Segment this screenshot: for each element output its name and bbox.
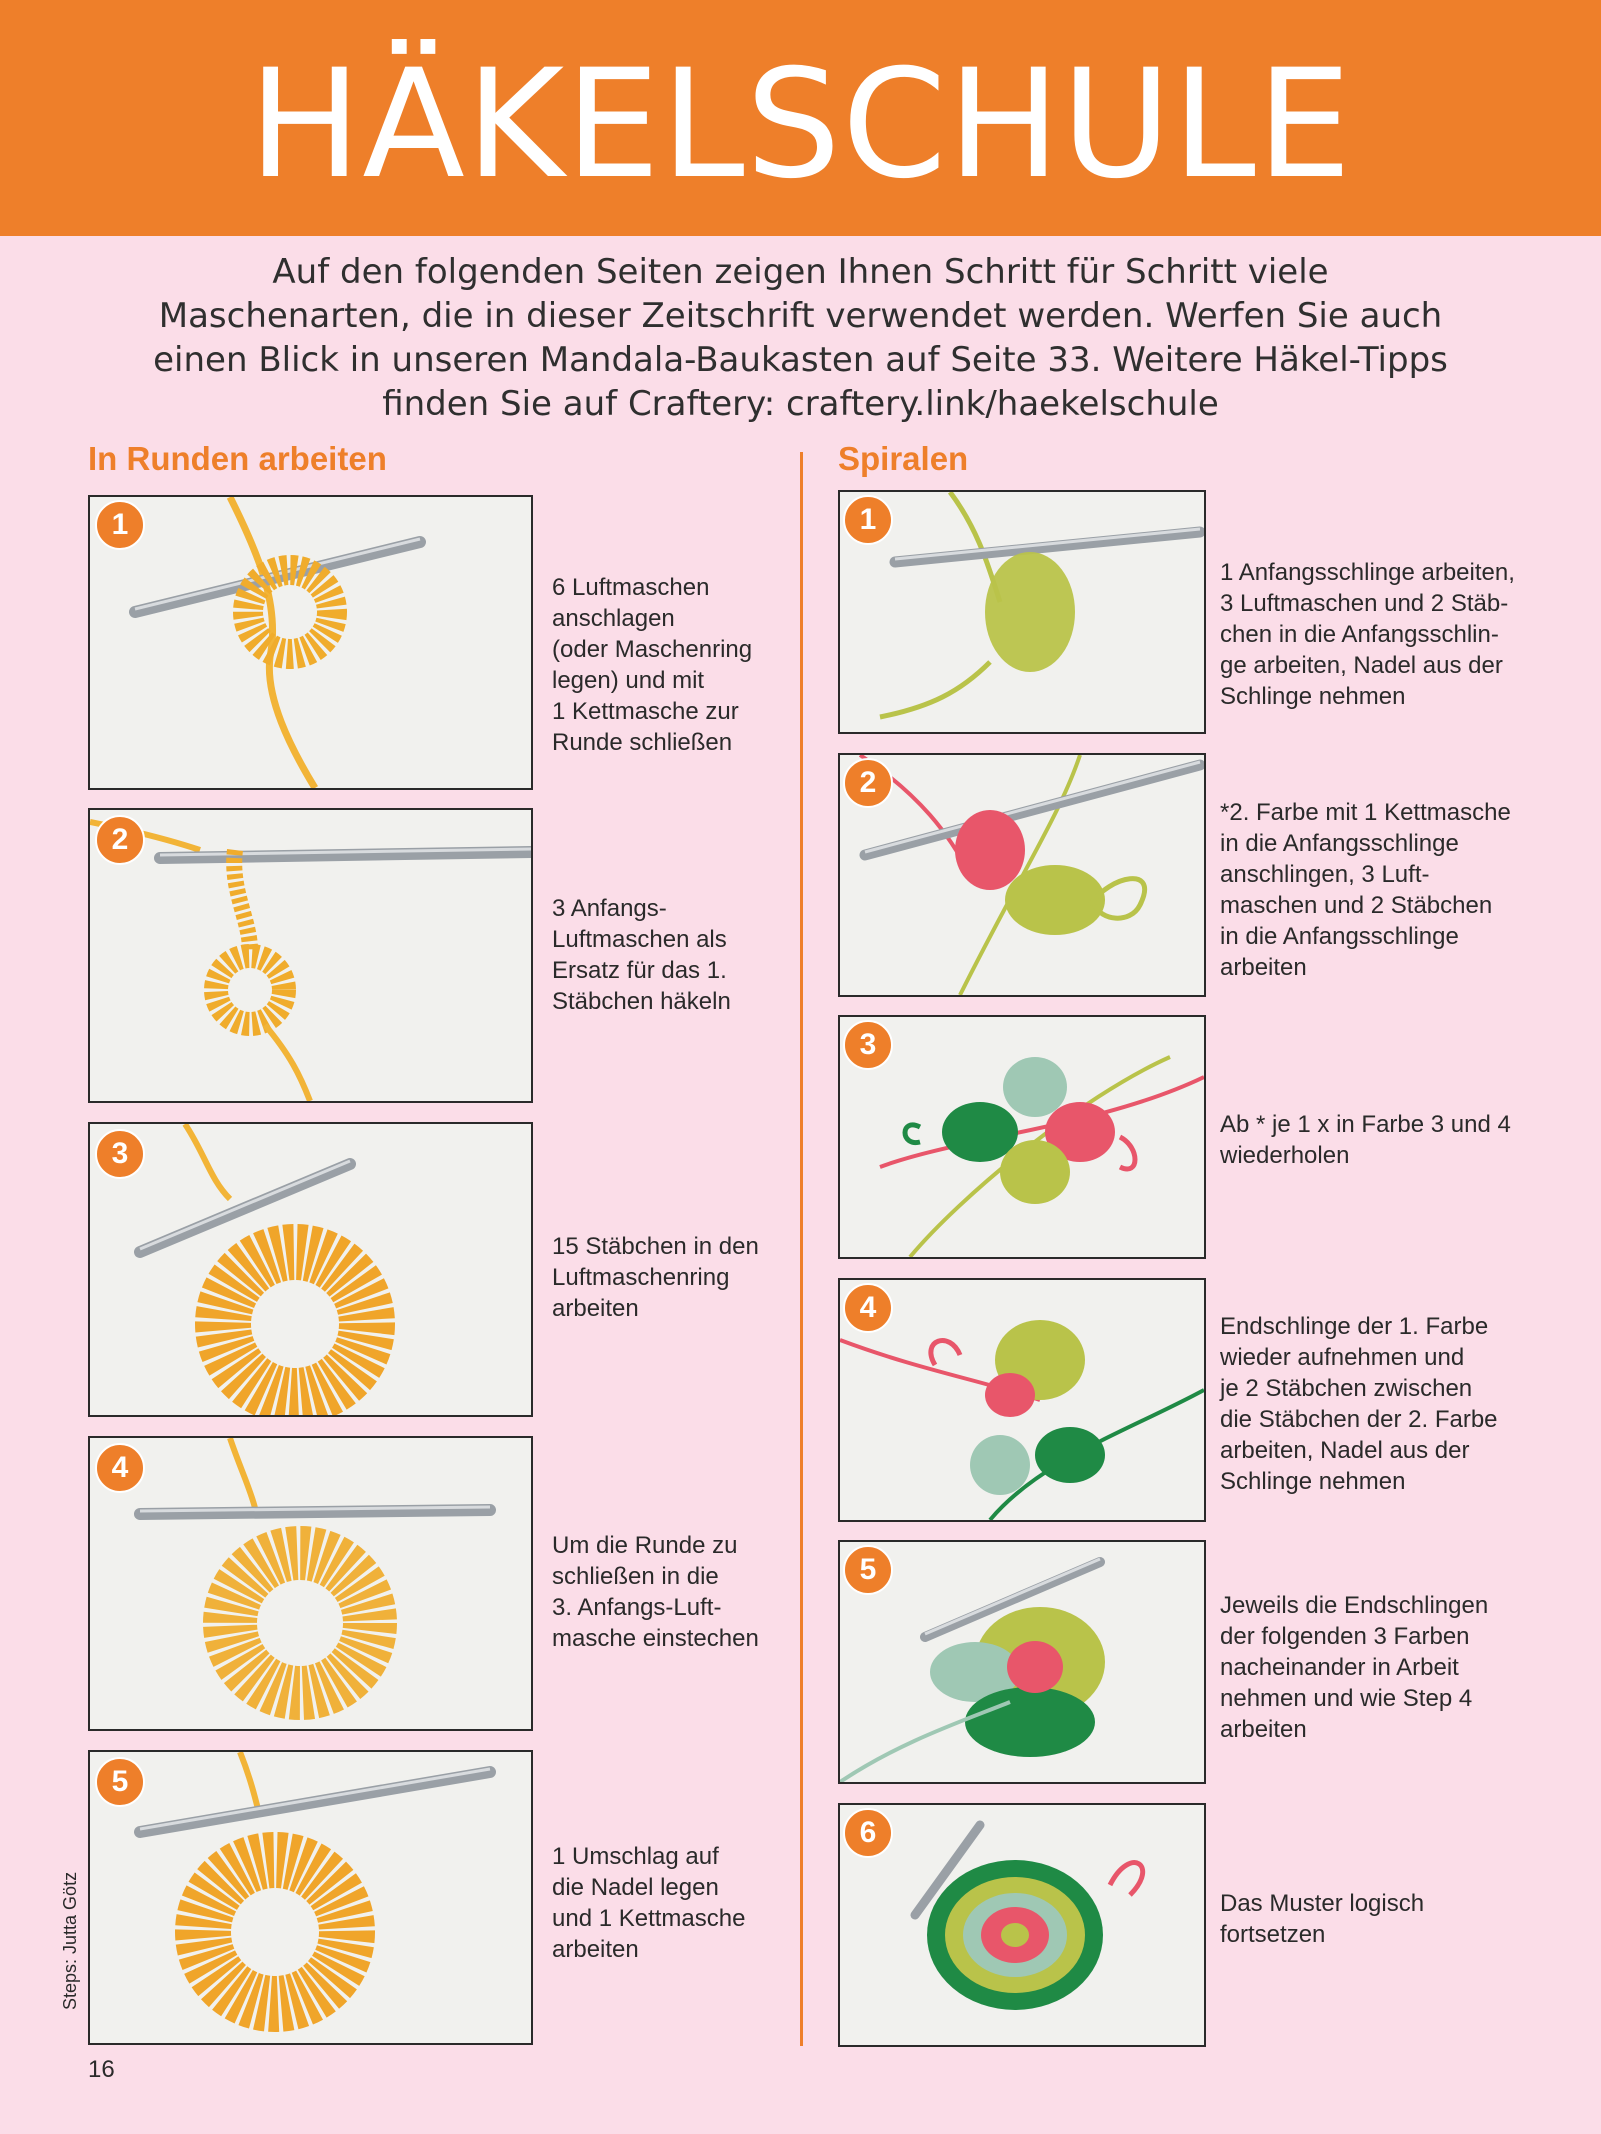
intro-line: einen Blick in unseren Mandala-Baukasten auf Seite 33. Weitere Häkel-Tipps	[153, 340, 1448, 380]
photo-credit: Steps: Jutta Götz	[60, 1871, 80, 2010]
step-number-badge: 1	[843, 495, 893, 545]
intro-line: Auf den folgenden Seiten zeigen Ihnen Schritt für Schritt viele	[272, 252, 1329, 292]
step-photo-right-5	[838, 1540, 1206, 1784]
intro-line: finden Sie auf Craftery: craftery.link/haekelschule	[382, 384, 1219, 424]
step-photo-right-2	[838, 753, 1206, 997]
step-description: Ab * je 1 x in Farbe 3 und 4 wiederholen	[1220, 1111, 1511, 1169]
step-number-badge: 4	[95, 1443, 145, 1493]
step-description: Um die Runde zu schließen in die 3. Anfangs-Luft- masche einstechen	[552, 1532, 759, 1652]
step-description: 15 Stäbchen in den Luftmaschenring arbeiten	[552, 1233, 759, 1322]
step-number-badge: 2	[843, 758, 893, 808]
column-divider	[800, 452, 803, 2046]
intro-paragraph	[80, 250, 1521, 426]
right-column-heading: Spiralen	[838, 440, 969, 477]
step-photo-left-4	[88, 1436, 533, 1731]
step-description: 1 Umschlag auf die Nadel legen und 1 Kettmasche arbeiten	[552, 1843, 746, 1963]
step-number-badge: 5	[95, 1757, 145, 1807]
step-photo-right-1	[838, 490, 1206, 734]
step-description: *2. Farbe mit 1 Kettmasche in die Anfangsschlinge anschlingen, 3 Luft- maschen und 2 Stäbchen in die Anfangsschlinge arbeiten	[1220, 799, 1511, 981]
step-description: 3 Anfangs- Luftmaschen als Ersatz für das 1. Stäbchen häkeln	[552, 895, 731, 1015]
step-photo-left-2	[88, 808, 533, 1103]
intro-line: Maschenarten, die in dieser Zeitschrift verwendet werden. Werfen Sie auch	[158, 296, 1443, 336]
step-description: Endschlinge der 1. Farbe wieder aufnehmen und je 2 Stäbchen zwischen die Stäbchen der 2. Farbe arbeiten, Nadel aus der Schlinge nehmen	[1220, 1313, 1498, 1495]
step-description: Das Muster logisch fortsetzen	[1220, 1890, 1425, 1948]
step-description: 1 Anfangsschlinge arbeiten, 3 Luftmaschen und 2 Stäb- chen in die Anfangsschlin- ge arbeiten, Nadel aus der Schlinge nehmen	[1220, 559, 1515, 710]
step-photo-left-5	[88, 1750, 533, 2045]
step-number-badge: 3	[843, 1020, 893, 1070]
step-photo-right-4	[838, 1278, 1206, 1522]
step-photo-left-3	[88, 1122, 533, 1417]
step-number-badge: 3	[95, 1129, 145, 1179]
left-column-heading: In Runden arbeiten	[88, 440, 387, 477]
step-photo-left-1	[88, 495, 533, 790]
step-number-badge: 5	[843, 1545, 893, 1595]
step-number-badge: 2	[95, 815, 145, 865]
step-number-badge: 6	[843, 1808, 893, 1858]
step-photo-right-3	[838, 1015, 1206, 1259]
step-number-badge: 4	[843, 1283, 893, 1333]
page-title: HÄKELSCHULE	[248, 38, 1353, 212]
page-number: 16	[88, 2056, 115, 2083]
step-description: 6 Luftmaschen anschlagen (oder Maschenring legen) und mit 1 Kettmasche zur Runde schließen	[552, 574, 753, 756]
step-number-badge: 1	[95, 500, 145, 550]
step-photo-right-6	[838, 1803, 1206, 2047]
step-description: Jeweils die Endschlingen der folgenden 3 Farben nacheinander in Arbeit nehmen und wie Step 4 arbeiten	[1220, 1592, 1489, 1743]
title-banner	[0, 0, 1601, 236]
